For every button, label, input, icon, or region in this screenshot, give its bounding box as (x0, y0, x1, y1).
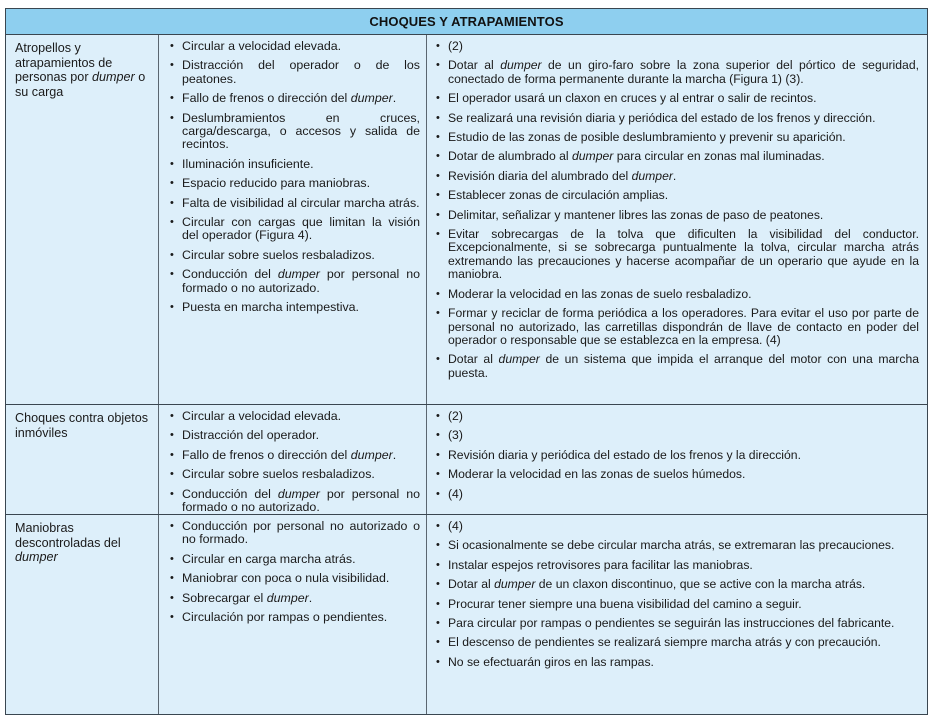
list-item: • No se efectuarán giros en las rampas. (435, 656, 919, 669)
list-item: • Maniobrar con poca o nula visibilidad. (169, 572, 420, 585)
list-item: • Si ocasionalmente se debe circular marcha atrás, se extremaran las precauciones. (435, 539, 919, 552)
table-title: CHOQUES Y ATRAPAMIENTOS (6, 9, 927, 35)
causes-list (169, 40, 420, 315)
list-item: • Circular sobre suelos resbaladizos. (169, 249, 420, 262)
list-item: • Circular a velocidad elevada. (169, 40, 420, 53)
causes-list (169, 520, 420, 624)
list-item: • El operador usará un claxon en cruces y al entrar o salir de recintos. (435, 92, 919, 105)
list-item: • Iluminación insuficiente. (169, 158, 420, 171)
risk-label: Choques contra objetos inmóviles (15, 411, 149, 440)
measures-cell (426, 35, 927, 404)
list-item: • Puesta en marcha intempestiva. (169, 301, 420, 314)
list-item: • (4) (435, 488, 919, 501)
list-item: • Procurar tener siempre una buena visibilidad del camino a seguir. (435, 598, 919, 611)
list-item: • Sobrecargar el dumper. (169, 592, 420, 605)
list-item: • Moderar la velocidad en las zonas de suelo resbaladizo. (435, 288, 919, 301)
measures-list (435, 520, 919, 669)
list-item: • Circular a velocidad elevada. (169, 410, 420, 423)
list-item: • Para circular por rampas o pendientes se seguirán las instrucciones del fabricante. (435, 617, 919, 630)
list-item: • Formar y reciclar de forma periódica a los operadores. Para evitar el uso por parte de personal no autorizado, las carretillas dispondrán de llave de contacto en poder del operador o responsable que se establezca en la empresa. (4) (435, 307, 919, 347)
list-item: • Circular en carga marcha atrás. (169, 553, 420, 566)
list-item: • Moderar la velocidad en las zonas de suelos húmedos. (435, 468, 919, 481)
table-row (6, 404, 927, 515)
list-item: • Delimitar, señalizar y mantener libres las zonas de paso de peatones. (435, 209, 919, 222)
list-item: • Conducción del dumper por personal no formado o no autorizado. (169, 268, 420, 295)
list-item: • Distracción del operador. (169, 429, 420, 442)
list-item: • (4) (435, 520, 919, 533)
list-item: • Fallo de frenos o dirección del dumper. (169, 449, 420, 462)
risk-table (5, 8, 928, 715)
table-row (6, 35, 927, 404)
list-item: • Conducción por personal no autorizado o no formado. (169, 520, 420, 547)
list-item: • Dotar de alumbrado al dumper para circular en zonas mal iluminadas. (435, 150, 919, 163)
measures-cell (426, 515, 927, 714)
list-item: • Evitar sobrecargas de la tolva que dificulten la visibilidad del conductor. Excepcionalmente, si se sobrecarga puntualmente la tolva, circular marcha atrás extremando las precauciones y hacerse acompañar de un operario que ayude en la maniobra. (435, 228, 919, 282)
list-item: • Dotar al dumper de un claxon discontinuo, que se active con la marcha atrás. (435, 578, 919, 591)
list-item: • (2) (435, 410, 919, 423)
risk-cell (6, 35, 158, 404)
list-item: • El descenso de pendientes se realizará siempre marcha atrás y con precaución. (435, 636, 919, 649)
risk-cell (6, 405, 158, 515)
list-item: • Distracción del operador o de los peatones. (169, 59, 420, 86)
risk-label: Atropellos y atrapamientos de personas por dumper o su carga (15, 41, 146, 99)
list-item: • Circular con cargas que limitan la visión del operador (Figura 4). (169, 216, 420, 243)
list-item: • Revisión diaria del alumbrado del dumper. (435, 170, 919, 183)
list-item: • Estudio de las zonas de posible deslumbramiento y prevenir su aparición. (435, 131, 919, 144)
causes-cell (158, 515, 426, 714)
list-item: • Establecer zonas de circulación amplias. (435, 189, 919, 202)
list-item: • (3) (435, 429, 919, 442)
list-item: • (2) (435, 40, 919, 53)
list-item: • Fallo de frenos o dirección del dumper. (169, 92, 420, 105)
list-item: • Circular sobre suelos resbaladizos. (169, 468, 420, 481)
table-row (6, 514, 927, 714)
list-item: • Espacio reducido para maniobras. (169, 177, 420, 190)
list-item: • Falta de visibilidad al circular marcha atrás. (169, 197, 420, 210)
list-item: • Deslumbramientos en cruces, carga/descarga, o accesos y salida de recintos. (169, 112, 420, 152)
measures-list (435, 40, 919, 380)
risk-label: Maniobras descontroladas del dumper (15, 521, 121, 565)
list-item: • Conducción del dumper por personal no formado o no autorizado. (169, 488, 420, 515)
list-item: • Dotar al dumper de un giro-faro sobre la zona superior del pórtico de seguridad, conectado de forma permanente durante la marcha (Figura 1) (3). (435, 59, 919, 86)
list-item: • Circulación por rampas o pendientes. (169, 611, 420, 624)
causes-list (169, 410, 420, 514)
measures-list (435, 410, 919, 501)
causes-cell (158, 35, 426, 404)
list-item: • Revisión diaria y periódica del estado de los frenos y la dirección. (435, 449, 919, 462)
list-item: • Dotar al dumper de un sistema que impida el arranque del motor con una marcha puesta. (435, 353, 919, 380)
causes-cell (158, 405, 426, 515)
risk-cell (6, 515, 158, 714)
measures-cell (426, 405, 927, 515)
list-item: • Instalar espejos retrovisores para facilitar las maniobras. (435, 559, 919, 572)
list-item: • Se realizará una revisión diaria y periódica del estado de los frenos y dirección. (435, 112, 919, 125)
